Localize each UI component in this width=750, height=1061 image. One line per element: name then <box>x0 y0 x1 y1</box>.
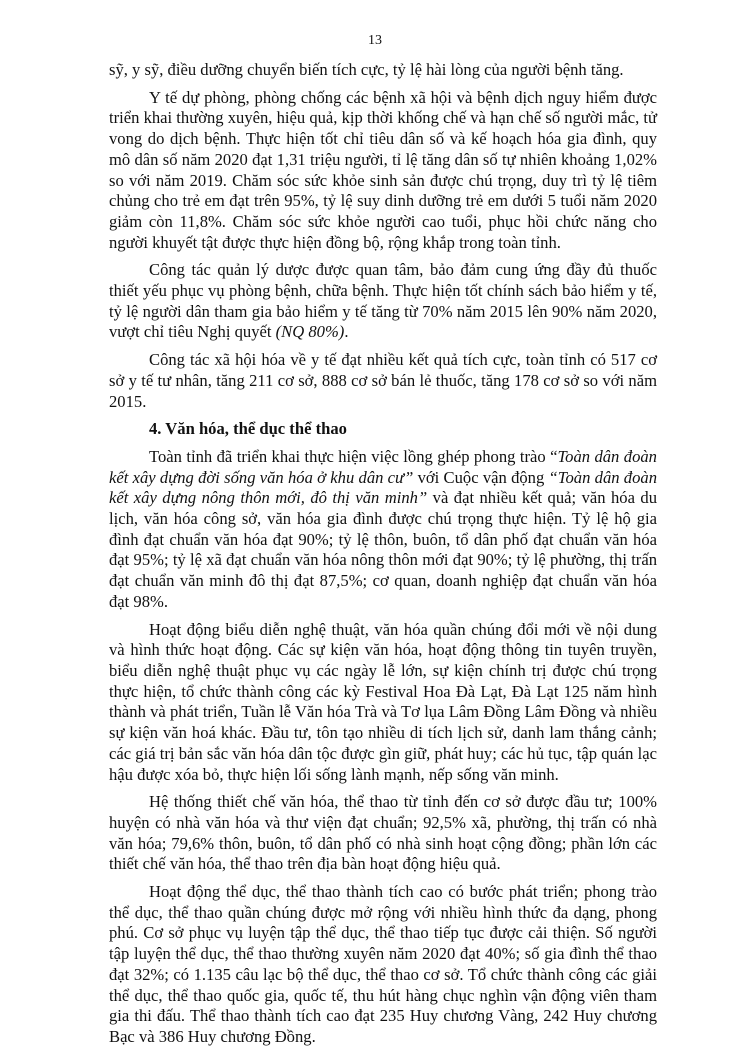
paragraph-institutions: Hệ thống thiết chế văn hóa, thể thao từ tỉnh đến cơ sở được đầu tư; 100% huyện có nhà văn hóa và thư viện đạt chuẩn; 92,5% xã, phường, thị trấn có nhà văn hóa; 79,6% thôn, buôn, tổ dân phố có nhà sinh hoạt cộng đồng; phần lớn các thiết chế văn hóa, thể thao trên địa bàn hoạt động hiệu quả. <box>109 792 657 874</box>
paragraph-preventive-health: Y tế dự phòng, phòng chống các bệnh xã hội và bệnh dịch nguy hiểm được triển khai thường xuyên, hiệu quả, kịp thời khống chế và hạn chế số người mắc, tử vong do dịch bệnh. Thực hiện tốt chỉ tiêu dân số và kế hoạch hóa gia đình, quy mô dân số năm 2020 đạt 1,31 triệu người, tỉ lệ tăng dân số tự nhiên khoảng 1,02% so với năm 2019. Chăm sóc sức khỏe sinh sản được chú trọng, duy trì tỷ lệ tiêm chủng cho trẻ em đạt trên 95%, tỷ lệ suy dinh dưỡng trẻ em dưới 5 tuổi năm 2020 giảm còn 11,8%. Chăm sóc sức khỏe người cao tuổi, phục hồi chức năng cho người khuyết tật được thực hiện đồng bộ, rộng khắp trong toàn tỉnh. <box>109 87 657 252</box>
campaign-name: “Toàn dân đoàn kết xây dựng nông thôn mới, đô thị văn minh” <box>109 467 657 508</box>
paragraph-text: và đạt nhiều kết quả; văn hóa du lịch, văn hóa công sở, văn hóa gia đình được chú trọng thực hiện. Tỷ lệ hộ gia đình đạt chuẩn văn hóa đạt 90%; tỷ lệ thôn, buôn, tổ dân phố đạt chuẩn văn hóa đạt 95%; tỷ lệ xã đạt chuẩn văn hóa nông thôn mới đạt 90%; tỷ lệ phường, thị trấn đạt chuẩn văn minh đô thị đạt 87,5%; cơ quan, doanh nghiệp đạt chuẩn văn hóa đạt 98%. <box>109 488 658 611</box>
paragraph-sports: Hoạt động thể dục, thể thao thành tích cao có bước phát triển; phong trào thể dục, thể thao quần chúng được mở rộng với nhiều hình thức đa dạng, phong phú. Cơ sở phục vụ luyện tập thể dục, thể thao tiếp tục được cải thiện. Số người tập luyện thể dục, thể thao thường xuyên năm 2020 đạt 40%; số gia đình thể thao đạt 32%; có 1.135 câu lạc bộ thể dục, thể thao cơ sở. Tổ chức thành công các giải thể dục, thể thao quốc gia, quốc tế, thu hút hàng chục nghìn vận động viên tham gia thi đấu. Thể thao thành tích cao đạt 235 Huy chương Vàng, 242 Huy chương Bạc và 386 Huy chương Đồng. <box>109 882 657 1046</box>
paragraph-text: Công tác quản lý dược được quan tâm, bảo đảm cung ứng đầy đủ thuốc thiết yếu phục vụ phòng bệnh, chữa bệnh. Thực hiện tốt chính sách bảo hiểm y tế, tỷ lệ người dân tham gia bảo hiểm y tế tăng từ 70% năm 2015 lên 90% năm 2020, vượt chỉ tiêu Nghị quyết <box>109 260 657 342</box>
paragraph-socialization: Công tác xã hội hóa về y tế đạt nhiều kết quả tích cực, toàn tỉnh có 517 cơ sở y tế tư nhân, tăng 211 cơ sở, 888 cơ sở bán lẻ thuốc, tăng 178 cơ sở so với năm 2015. <box>109 350 657 411</box>
paragraph-arts-activities: Hoạt động biểu diễn nghệ thuật, văn hóa quần chúng đổi mới về nội dung và hình thức hoạt động. Các sự kiện văn hóa, hoạt động thông tin tuyên truyền, biểu diễn nghệ thuật phục vụ các ngày lễ lớn, sự kiện chính trị được chú trọng thực hiện, tổ chức thành công các kỳ Festival Hoa Đà Lạt, Đà Lạt 125 năm hình thành và phát triển, Tuần lễ Văn hóa Trà và Tơ lụa Lâm Đồng Lâm Đồng và nhiều sự kiện văn hoá khác. Đầu tư, tôn tạo nhiều di tích lịch sử, danh lam thắng cảnh; các giá trị bản sắc văn hóa dân tộc được gìn giữ, phát huy; các hủ tục, tập quán lạc hậu được xóa bỏ, thực hiện lối sống lành mạnh, nếp sống văn minh. <box>109 619 657 784</box>
paragraph-text: . <box>344 322 349 342</box>
movement-name: Toàn dân đoàn kết xây dựng đời sống văn hóa ở khu dân cư” <box>109 446 657 487</box>
paragraph-culture-movement <box>109 447 657 613</box>
document-body <box>109 60 657 1055</box>
section-heading: 4. Văn hóa, thể dục thể thao <box>149 419 347 439</box>
page-number: 13 <box>368 33 382 48</box>
paragraph-continuation: sỹ, y sỹ, điều dưỡng chuyển biến tích cực, tỷ lệ hài lòng của người bệnh tăng. <box>109 60 624 79</box>
paragraph-text: Toàn tỉnh đã triển khai thực hiện việc lồng ghép phong trào “ <box>149 446 558 466</box>
paragraph-pharmacy-insurance <box>109 260 657 343</box>
resolution-note: (NQ 80%) <box>275 322 345 342</box>
paragraph-text: với Cuộc vận động <box>413 467 549 487</box>
